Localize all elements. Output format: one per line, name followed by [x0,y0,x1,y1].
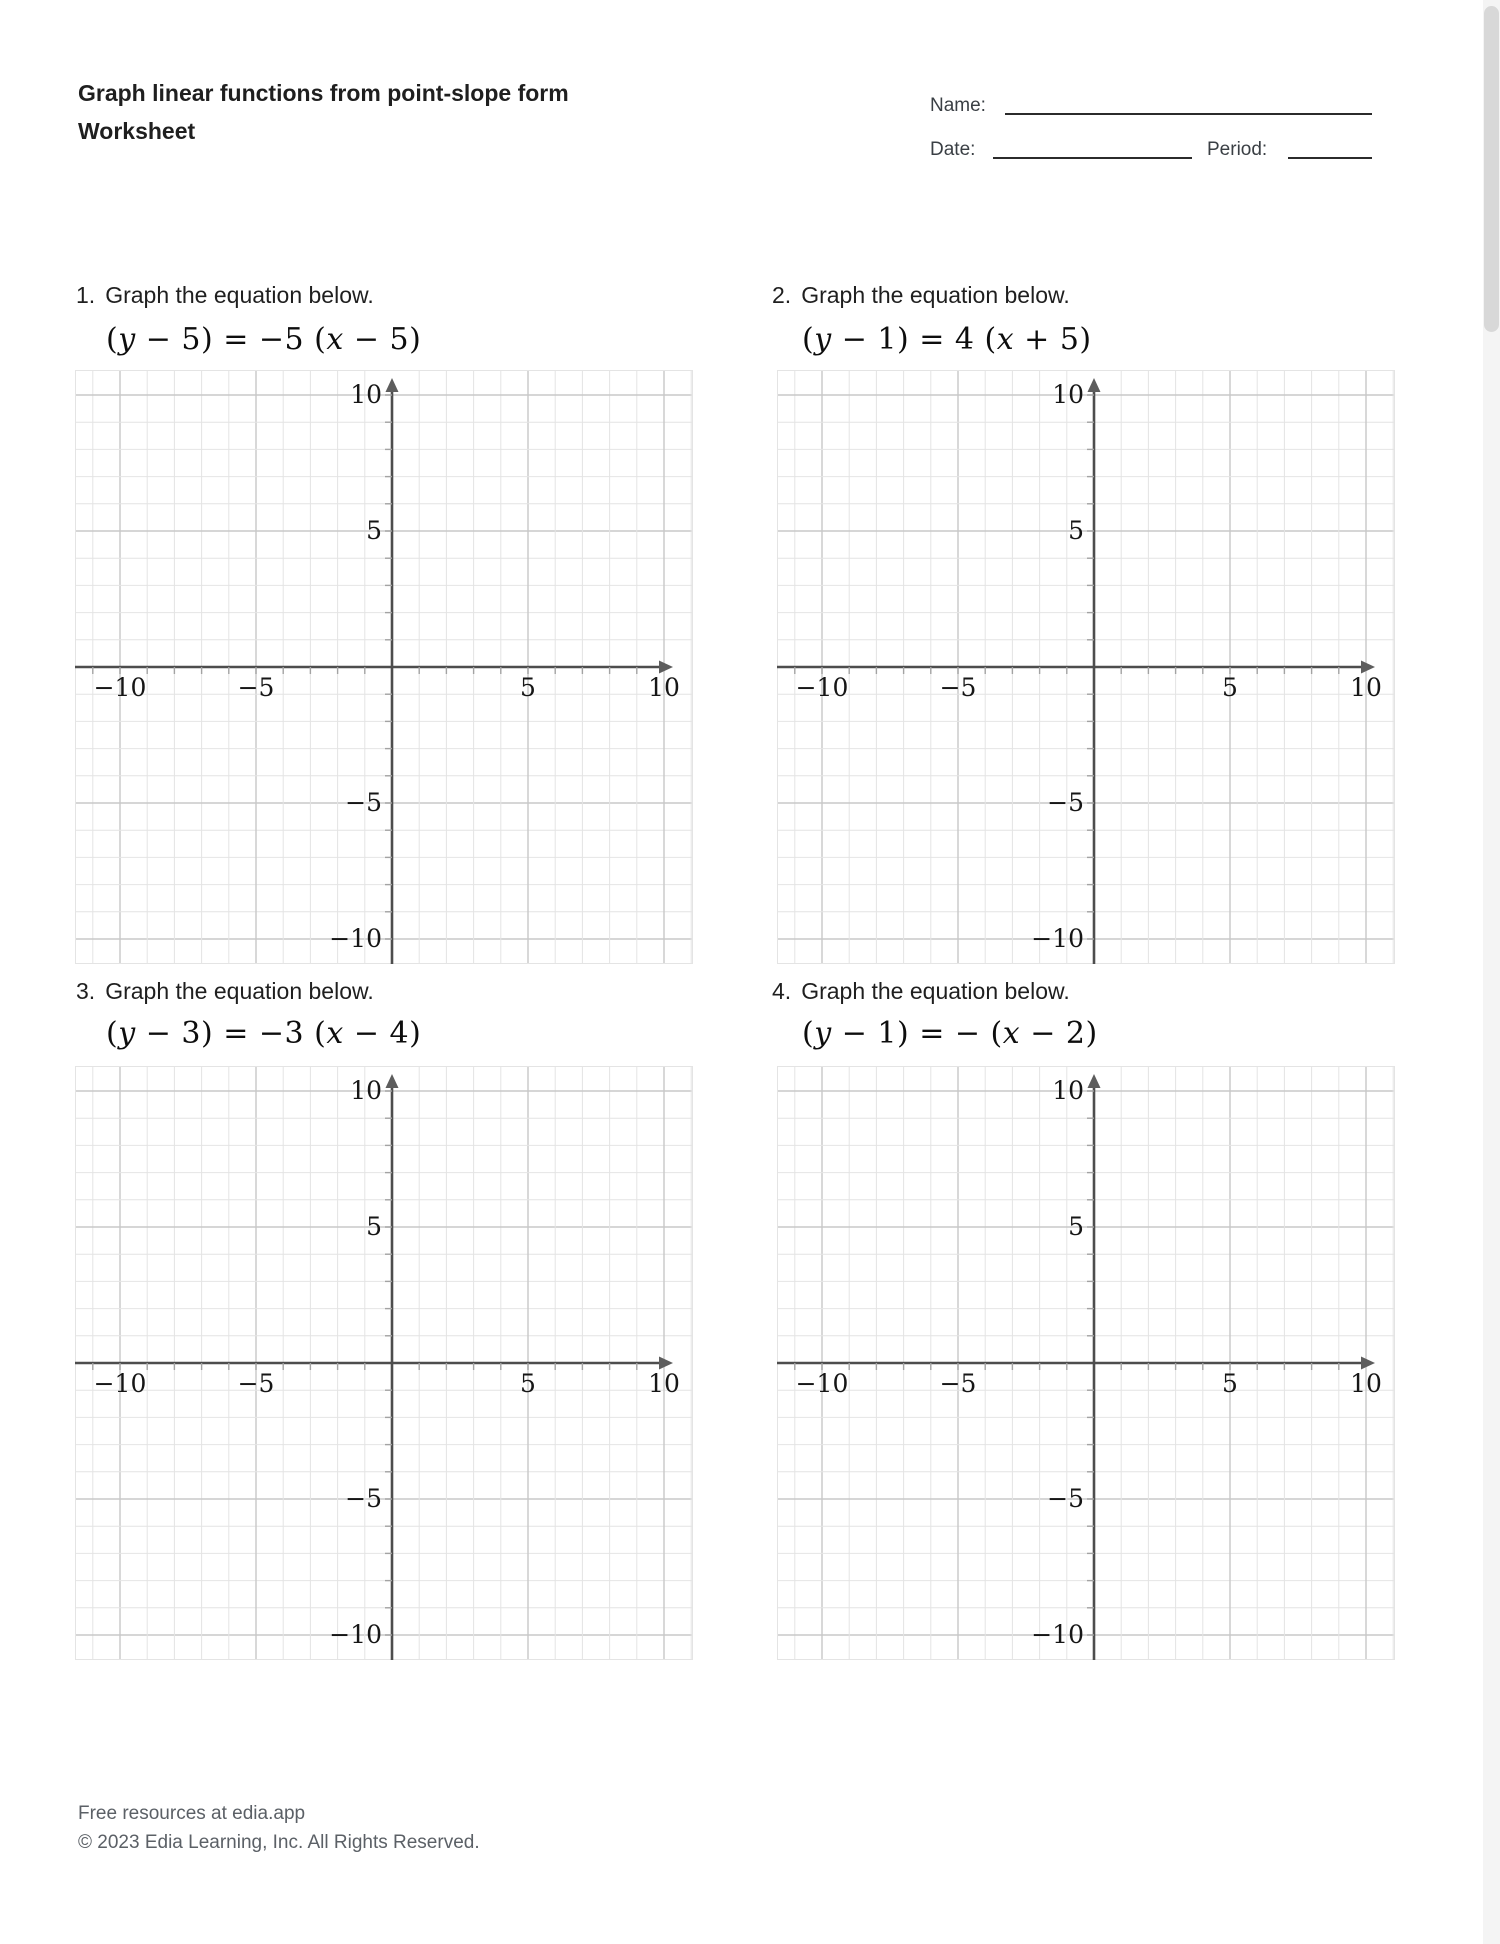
coordinate-grid-canvas [777,1066,1395,1660]
problem-1-number: 1. [76,282,96,308]
problem-1-prompt [76,282,374,309]
coordinate-grid-canvas [75,370,693,964]
problem-3-prompt [76,978,374,1005]
coordinate-grid-canvas [777,370,1395,964]
problem-3-number: 3. [76,978,96,1004]
y-axis-tick-label: −5 [1047,788,1084,817]
y-axis-tick-label: 10 [1052,1076,1084,1105]
problem-2-prompt [772,282,1070,309]
period-label: Period: [1207,139,1268,160]
problem-4-prompt-text: Graph the equation below. [801,978,1070,1004]
x-axis-tick-label: 10 [648,673,680,702]
x-axis-tick-label: 5 [1222,1369,1238,1398]
y-axis-tick-label: −10 [329,1620,382,1649]
y-axis-tick-label: 5 [1068,1212,1084,1241]
x-axis-tick-label: 10 [1350,673,1382,702]
problem-4-coordinate-grid [777,1066,1395,1660]
footer-free-resources: Free resources at edia.app [78,1803,306,1824]
x-axis-tick-label: 5 [520,1369,536,1398]
y-axis-tick-label: 10 [350,1076,382,1105]
y-axis-tick-label: −10 [329,924,382,953]
y-axis-tick-label: 5 [366,516,382,545]
problem-1-coordinate-grid [75,370,693,964]
x-axis-tick-label: −5 [939,1369,977,1398]
problem-1-prompt-text: Graph the equation below. [105,282,374,308]
y-axis-tick-label: −5 [1047,1484,1084,1513]
scrollbar-track[interactable] [1483,0,1500,1944]
coordinate-grid-canvas [75,1066,693,1660]
x-axis-tick-label: −5 [237,1369,275,1398]
x-axis-tick-label: 5 [1222,673,1238,702]
problem-2-equation: (y − 1) = 4 (x + 5) [802,322,1092,357]
footer-copyright: © 2023 Edia Learning, Inc. All Rights Reserved. [78,1832,480,1853]
problem-2-prompt-text: Graph the equation below. [801,282,1070,308]
problem-2-coordinate-grid [777,370,1395,964]
x-axis-tick-label: −10 [93,1369,147,1398]
problem-4-number: 4. [772,978,792,1004]
problem-4-prompt [772,978,1070,1005]
scrollbar-thumb[interactable] [1484,6,1499,332]
period-blank-line [1288,137,1372,159]
x-axis-tick-label: −5 [939,673,977,702]
x-axis-tick-label: −10 [795,1369,849,1398]
problem-3-prompt-text: Graph the equation below. [105,978,374,1004]
worksheet-title-line1: Graph linear functions from point-slope form [78,80,569,106]
y-axis-tick-label: 10 [350,380,382,409]
x-axis-tick-label: 10 [648,1369,680,1398]
x-axis-tick-label: −10 [93,673,147,702]
problem-4-equation: (y − 1) = − (x − 2) [802,1016,1098,1051]
problem-1-equation: (y − 5) = −5 (x − 5) [106,322,422,357]
y-axis-tick-label: −10 [1031,1620,1084,1649]
date-label: Date: [930,139,976,160]
x-axis-tick-label: −10 [795,673,849,702]
x-axis-tick-label: 5 [520,673,536,702]
name-blank-line [1005,93,1372,115]
y-axis-tick-label: −5 [345,1484,382,1513]
y-axis-tick-label: 5 [366,1212,382,1241]
x-axis-tick-label: −5 [237,673,275,702]
y-axis-tick-label: 10 [1052,380,1084,409]
problem-3-equation: (y − 3) = −3 (x − 4) [106,1016,422,1051]
worksheet-title-line2: Worksheet [78,118,196,144]
problem-2-number: 2. [772,282,792,308]
y-axis-tick-label: 5 [1068,516,1084,545]
y-axis-tick-label: −5 [345,788,382,817]
problem-3-coordinate-grid [75,1066,693,1660]
date-blank-line [993,137,1192,159]
y-axis-tick-label: −10 [1031,924,1084,953]
name-label: Name: [930,95,986,116]
x-axis-tick-label: 10 [1350,1369,1382,1398]
